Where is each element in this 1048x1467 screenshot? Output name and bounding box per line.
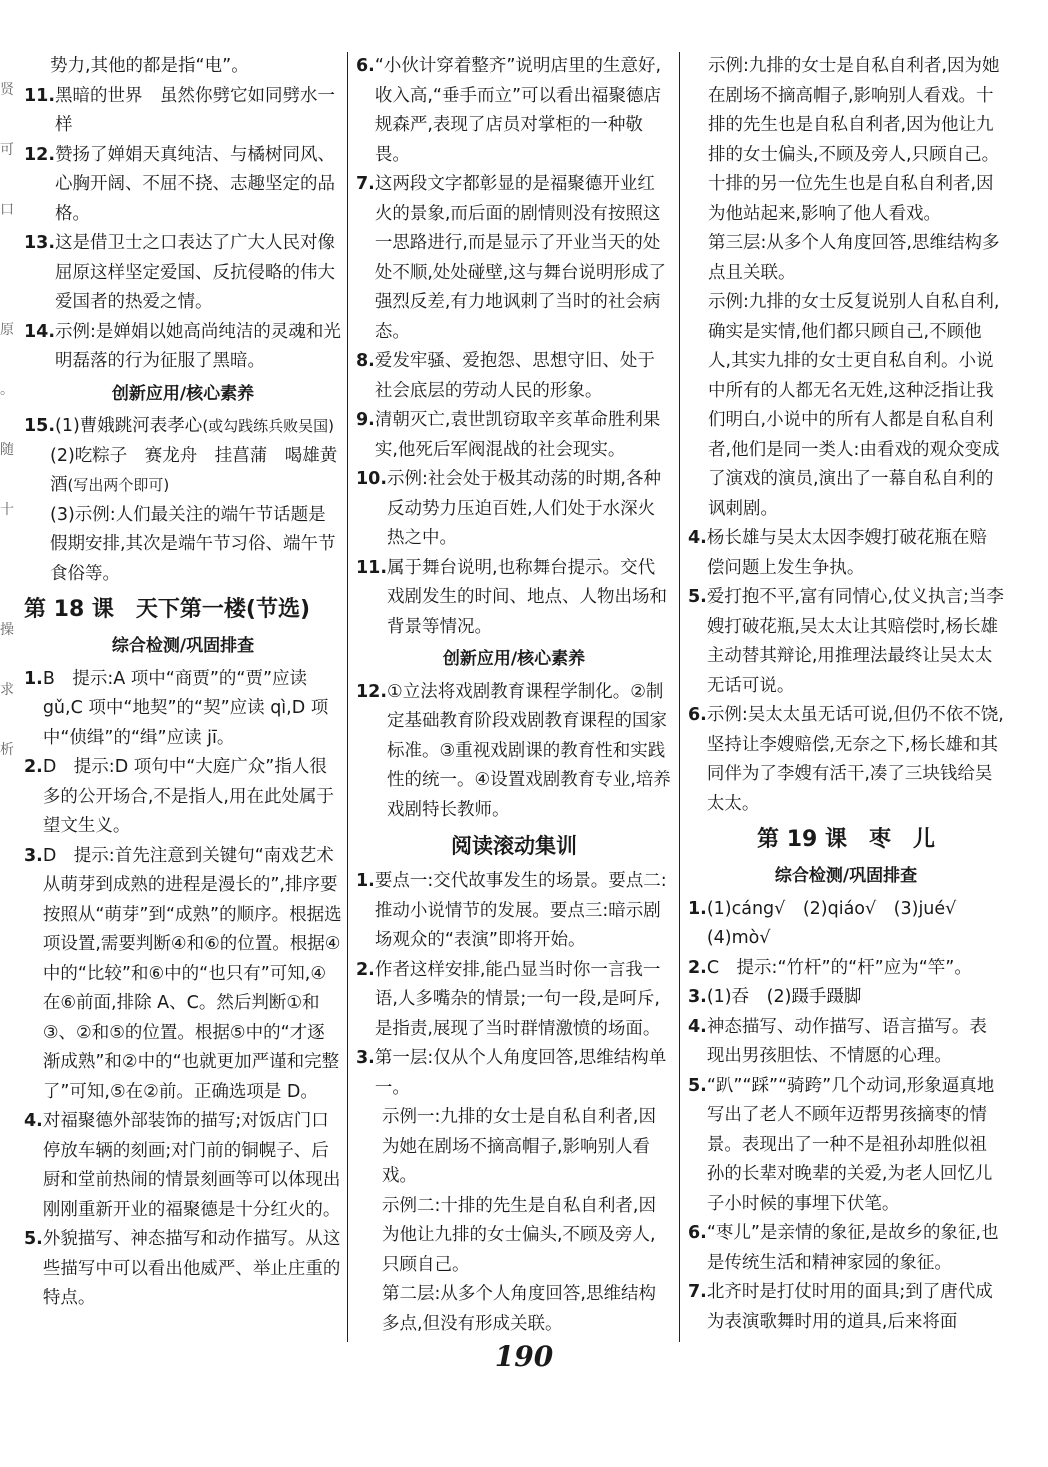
item-text — [707, 954, 1004, 984]
item-body: “枣儿”是亲情的象征,是故乡的象征,也是传统生活和精神家园的象征。 — [706, 1223, 999, 1273]
item-body: (1)吞 (2)蹑手蹑脚 — [706, 987, 862, 1007]
item-body: 外貌描写、神态描写和动作描写。从这些描写中可以看出他威严、举止庄重的特点。 — [42, 1229, 341, 1308]
item-number: 12. — [356, 681, 388, 702]
answer-item — [356, 554, 672, 643]
item-body: “小伙计穿着整齐”说明店里的生意好,收入高,“垂手而立”可以看出福聚德店规森严,表现了店员对掌柜的一种敬畏。 — [374, 56, 662, 165]
answer-item — [688, 895, 1004, 954]
answer-item — [24, 318, 342, 377]
item-text — [707, 1013, 1004, 1072]
section-heading: 创新应用/核心素养 — [111, 383, 255, 404]
item-body: 杨长雄与吴太太因李嫂打破花瓶在赔偿问题上发生争执。 — [706, 528, 987, 578]
paragraph-text: 第三层:从多个人角度回答,思维结构多点且关联。 — [708, 233, 1000, 283]
item-body: 对福聚德外部装饰的描写;对饭店门口停放车辆的刻画;对门前的铜幌子、后厨和堂前热闹的情景刻画等可以体现出刚刚重新开业的福聚德是十分红火的。 — [42, 1111, 341, 1220]
section-heading: 综合检测/巩固排查 — [774, 866, 918, 886]
paragraph-text: (2)吃粽子 赛龙舟 挂菖蒲 喝雄黄酒 — [50, 445, 338, 495]
item-number: 2. — [356, 959, 375, 980]
answer-item — [24, 141, 342, 230]
item-note: (或勾践练兵败吴国) — [202, 417, 335, 435]
item-number: 7. — [356, 174, 375, 194]
item-body: (1)曹娥跳河表孝心 — [55, 416, 203, 436]
answer-paragraph — [382, 1192, 672, 1281]
item-number: 9. — [356, 410, 375, 430]
item-body: 清朝灭亡,袁世凯窃取辛亥革命胜利果实,他死后军阀混战的社会现实。 — [374, 410, 661, 460]
column-divider-2 — [679, 52, 680, 1342]
item-text — [55, 141, 342, 230]
answer-item — [356, 1044, 672, 1103]
edge-glyph: 口 — [0, 202, 14, 218]
answer-item — [356, 52, 672, 170]
item-number: 5. — [688, 1075, 707, 1096]
item-text — [375, 347, 672, 406]
item-number: 12. — [24, 144, 56, 165]
edge-glyph: 十 — [0, 502, 14, 518]
answer-item — [356, 678, 672, 826]
answer-item — [24, 753, 342, 842]
item-number: 6. — [356, 56, 375, 76]
answer-item — [24, 665, 342, 754]
item-number: 2. — [24, 757, 43, 777]
answer-item — [688, 1072, 1004, 1220]
item-text — [43, 665, 342, 754]
edge-glyph: 求 — [0, 682, 14, 698]
answer-item — [356, 465, 672, 554]
answer-item — [356, 347, 672, 406]
item-number: 14. — [24, 321, 56, 342]
item-number: 5. — [688, 587, 707, 607]
paragraph-text: 示例二:十排的先生是自私自利者,因为他让九排的女士偏头,不顾及旁人,只顾自己。 — [382, 1195, 656, 1275]
paragraph-text: 第二层:从多个人角度回答,思维结构多点,但没有形成关联。 — [382, 1284, 656, 1334]
item-text — [55, 82, 342, 141]
answer-item — [688, 583, 1004, 701]
item-number: 11. — [356, 557, 388, 578]
item-body: D 提示:首先注意到关键句“南戏艺术从萌芽到成熟的进程是漫长的”,排序要按照从“萌芽”到“成熟”的顺序。根据选项设置,需要判断④和⑥的位置。根据④中的“比较”和⑥中的“也只有”可知,④在⑥前面,排除 A、C。然后判断①和③、②和⑤的位置。根据⑤中的“才逐渐成熟”和②中的“也就更加严谨和完整了”可知,⑤在②前。正确选项是 D。 — [42, 845, 342, 1102]
edge-glyph: 可 — [0, 142, 14, 158]
item-text — [707, 1219, 1004, 1278]
answer-item — [688, 1219, 1004, 1278]
page-number: 190 — [494, 1340, 554, 1373]
paragraph-text: (3)示例:人们最关注的端午节话题是假期安排,其次是端午节习俗、端午节食俗等。 — [50, 504, 336, 584]
continued-text: 势力,其他的都是指“电”。 — [50, 56, 249, 76]
item-body: 示例:吴太太虽无话可说,但仍不依不饶,坚持让李嫂赔偿,无奈之下,杨长雄和其同伴为了李嫂有活干,凑了三块钱给吴太太。 — [706, 705, 1004, 814]
item-number: 1. — [24, 668, 43, 689]
answer-paragraph — [382, 1103, 672, 1192]
item-text — [375, 956, 672, 1045]
item-text — [707, 983, 1004, 1013]
answer-item — [356, 406, 672, 465]
item-number: 1. — [356, 871, 375, 891]
edge-glyph: 贤 — [0, 82, 14, 98]
item-number: 2. — [688, 957, 707, 978]
answer-item — [24, 82, 342, 141]
item-body: (1)cáng√ (2)qiáo√ (3)jué√ (4)mò√ — [706, 898, 974, 948]
answer-item — [688, 954, 1004, 984]
item-body: 这是借卫士之口表达了广大人民对像屈原这样坚定爱国、反抗侵略的伟大爱国者的热爱之情。 — [55, 233, 336, 312]
item-text — [375, 406, 672, 465]
item-body: 属于舞台说明,也称舞台提示。交代戏剧发生的时间、地点、人物出场和背景等情况。 — [387, 557, 668, 637]
answer-paragraph — [708, 288, 1004, 524]
edge-glyph: 析 — [0, 742, 14, 758]
item-text — [707, 895, 1004, 954]
item-text — [43, 842, 342, 1108]
item-body: 爱发牢骚、爱抱怨、思想守旧、处于社会底层的劳动人民的形象。 — [374, 351, 655, 401]
item-text — [387, 554, 672, 643]
item-text — [375, 170, 672, 347]
item-body: 示例:是婵娟以她高尚纯洁的灵魂和光明磊落的行为征服了黑暗。 — [55, 321, 341, 371]
section-heading: 综合检测/巩固排查 — [111, 636, 255, 656]
item-text — [55, 318, 342, 377]
answer-paragraph — [50, 501, 342, 590]
answer-item — [688, 1278, 1004, 1337]
column-left — [24, 52, 342, 1314]
item-body: 第一层:仅从个人角度回答,思维结构单一。 — [374, 1048, 667, 1098]
item-text — [707, 1072, 1004, 1220]
item-text — [43, 1225, 342, 1314]
answer-paragraph — [708, 52, 1004, 229]
edge-glyph — [0, 540, 16, 600]
item-text — [55, 229, 342, 318]
item-text — [707, 701, 1004, 819]
item-body: 示例:社会处于极其动荡的时期,各种反动势力压迫百姓,人们处于水深火热之中。 — [387, 469, 661, 548]
item-number: 6. — [688, 1223, 707, 1243]
column-middle — [356, 52, 672, 1339]
item-number: 4. — [688, 528, 707, 548]
item-text — [43, 753, 342, 842]
item-number: 11. — [24, 85, 56, 106]
edge-glyph — [0, 240, 16, 300]
left-edge-bleed — [0, 60, 16, 780]
paragraph-text: 示例一:九排的女士是自私自利者,因为她在剧场不摘高帽子,影响别人看戏。 — [382, 1107, 656, 1186]
lesson-title: 第 19 课 枣 儿 — [757, 827, 935, 852]
edge-glyph: 。 — [0, 382, 14, 398]
answer-item — [688, 983, 1004, 1013]
item-number: 6. — [688, 705, 707, 725]
item-body: 赞扬了婵娟天真纯洁、与橘树同风、心胸开阔、不屈不挠、志趣坚定的品格。 — [55, 144, 336, 224]
item-text — [375, 52, 672, 170]
item-text — [55, 412, 342, 442]
item-text — [707, 583, 1004, 701]
paragraph-note: (写出两个即可) — [67, 476, 170, 494]
answer-item — [24, 1225, 342, 1314]
item-text — [707, 1278, 1004, 1337]
lesson-title: 第 18 课 天下第一楼(节选) — [24, 597, 311, 622]
item-text — [43, 1107, 342, 1225]
paragraph-text: 示例:九排的女士反复说别人自私自利,确实是实情,他们都只顾自己,不顾他人,其实九排的女士更自私自利。小说中所有的人都无名无姓,这种泛指让我们明白,小说中的所有人都是自私自利者,他们是同一类人:由看戏的观众变成了演戏的演员,演出了一幕自私自利的讽刺剧。 — [708, 292, 1000, 519]
item-number: 8. — [356, 351, 375, 371]
item-body: 作者这样安排,能凸显当时你一言我一语,人多嘴杂的情景;一句一段,是呵斥,是指责,展现了当时群情激愤的场面。 — [374, 959, 661, 1039]
answer-item — [688, 701, 1004, 819]
edge-glyph: 随 — [0, 442, 14, 458]
answer-paragraph — [50, 442, 342, 501]
edge-glyph: 原 — [0, 322, 14, 338]
item-number: 13. — [24, 233, 56, 253]
item-text — [375, 1044, 672, 1103]
item-number: 3. — [24, 845, 43, 866]
answer-item — [24, 229, 342, 318]
item-number: 3. — [688, 987, 707, 1007]
paragraph-text: 示例:九排的女士是自私自利者,因为她在剧场不摘高帽子,影响别人看戏。十排的先生也是自私自利者,因为他让九排的女士偏头,不顾及旁人,只顾自己。十排的另一位先生也是自私自利者,因为他站起来,影响了他人看戏。 — [708, 56, 1000, 224]
item-body: 神态描写、动作描写、语言描写。表现出男孩胆怯、不情愿的心理。 — [706, 1016, 987, 1066]
answer-item — [688, 524, 1004, 583]
answer-item — [356, 170, 672, 347]
item-number: 1. — [688, 898, 707, 919]
item-body: 北齐时是打仗时用的面具;到了唐代成为表演歌舞时用的道具,后来将面 — [706, 1282, 993, 1332]
item-body: “趴”“踩”“骑跨”几个动词,形象逼真地写出了老人不顾年迈帮男孩摘枣的情景。表现出了一种不是祖孙却胜似祖孙的长辈对晚辈的关爱,为老人回忆儿子小时候的事埋下伏笔。 — [706, 1075, 995, 1214]
item-number: 5. — [24, 1229, 43, 1249]
answer-item — [356, 867, 672, 956]
edge-glyph: 操 — [0, 622, 14, 638]
answer-item — [24, 842, 342, 1108]
item-body: ①立法将戏剧教育课程学制化。②制定基础教育阶段戏剧教育课程的国家标准。③重视戏剧课的教育性和实践性的统一。④设置戏剧教育专业,培养戏剧特长教师。 — [387, 681, 671, 820]
item-number: 10. — [356, 469, 388, 489]
item-number: 4. — [24, 1111, 43, 1131]
item-number: 15. — [24, 416, 56, 436]
item-number: 7. — [688, 1282, 707, 1302]
answer-paragraph — [382, 1280, 672, 1339]
item-body: D 提示:D 项句中“大庭广众”指人很多的公开场合,不是指人,用在此处属于望文生义。 — [42, 757, 334, 836]
item-text — [387, 678, 672, 826]
section-heading: 创新应用/核心素养 — [442, 649, 586, 669]
item-body: 黑暗的世界 虽然你劈它如同劈水一样 — [55, 85, 336, 135]
item-text — [387, 465, 672, 554]
item-body: 爱打抱不平,富有同情心,仗义执言;当李嫂打破花瓶,吴太太让其赔偿时,杨长雄主动替其辩论,用推理法最终让吴太太无话可说。 — [706, 587, 1004, 696]
answer-item — [688, 1013, 1004, 1072]
unit-heading: 阅读滚动集训 — [451, 834, 577, 858]
item-number: 3. — [356, 1048, 375, 1068]
item-text — [707, 524, 1004, 583]
item-body: B 提示:A 项中“商贾”的“贾”应读 gǔ,C 项中“地契”的“契”应读 qì,D 项中“侦缉”的“缉”应读 jī。 — [42, 668, 329, 748]
item-body: C 提示:“竹杆”的“杆”应为“竿”。 — [706, 957, 972, 978]
column-divider-1 — [347, 52, 348, 1342]
answer-item — [356, 956, 672, 1045]
item-body: 这两段文字都彰显的是福聚德开业红火的景象,而后面的剧情则没有按照这一思路进行,而是显示了开业当天的处处不顺,处处碰壁,这与舞台说明形成了强烈反差,有力地讽刺了当时的社会病态。 — [374, 174, 666, 342]
answer-paragraph — [708, 229, 1004, 288]
answer-item — [24, 412, 342, 442]
column-right — [688, 52, 1004, 1337]
item-body: 要点一:交代故事发生的场景。要点二:推动小说情节的发展。要点三:暗示剧场观众的“表演”即将开始。 — [374, 871, 667, 950]
item-text — [375, 867, 672, 956]
answer-item — [24, 1107, 342, 1225]
item-number: 4. — [688, 1016, 707, 1037]
